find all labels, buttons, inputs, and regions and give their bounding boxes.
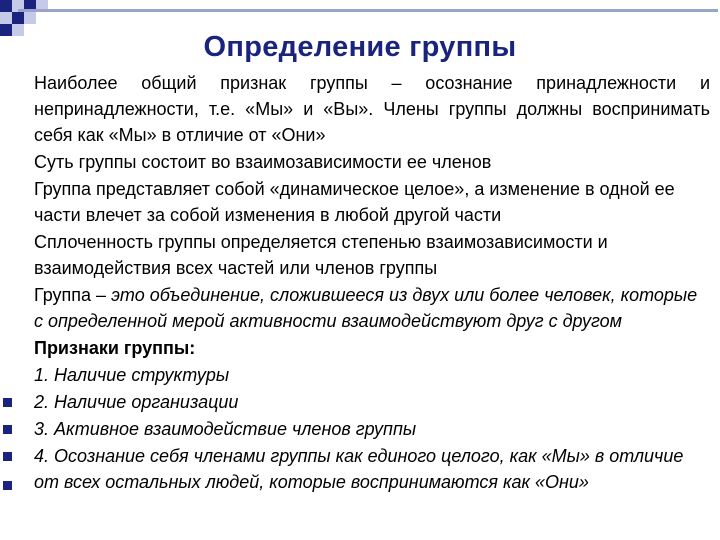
square-bullet-icon — [3, 425, 12, 434]
paragraph-dynamic-whole: Группа представляет собой «динамическое целое», а изменение в одной ее части влечет за собой изменения в любой другой части — [34, 179, 675, 225]
signs-heading: Признаки группы: — [34, 338, 196, 358]
paragraph-definition — [34, 282, 710, 334]
slide-title: Определение группы — [203, 31, 517, 63]
slide-body — [34, 70, 710, 495]
definition-term: Группа – — [34, 285, 112, 305]
square-bullet-icon — [3, 452, 12, 461]
header-divider-line — [18, 9, 718, 12]
paragraph-group-awareness: Наиболее общий признак группы – осознание принадлежности и непринадлежности, т.е. «Мы» и «Вы». Члены группы должны воспринимать себя как «Мы» в отличие от «Они» — [34, 73, 710, 145]
sign-item: 4. Осознание себя членами группы как единого целого, как «Мы» в отличие от всех остальных людей, которые воспринимаются как «Они» — [34, 446, 684, 492]
sign-item: 2. Наличие организации — [34, 392, 239, 412]
definition-text: это объединение, сложившееся из двух или более человек, которые с определенной мерой активности взаимодействуют друг с другом — [34, 285, 698, 331]
paragraph-cohesion: Сплоченность группы определяется степенью взаимозависимости и взаимодействия всех частей или членов группы — [34, 232, 608, 278]
sign-item: 1. Наличие структуры — [34, 365, 230, 385]
square-bullet-icon — [3, 481, 12, 490]
paragraph-interdependence: Суть группы состоит во взаимозависимости ее членов — [34, 152, 492, 172]
square-bullet-icon — [3, 398, 12, 407]
sign-item: 3. Активное взаимодействие членов группы — [34, 419, 417, 439]
